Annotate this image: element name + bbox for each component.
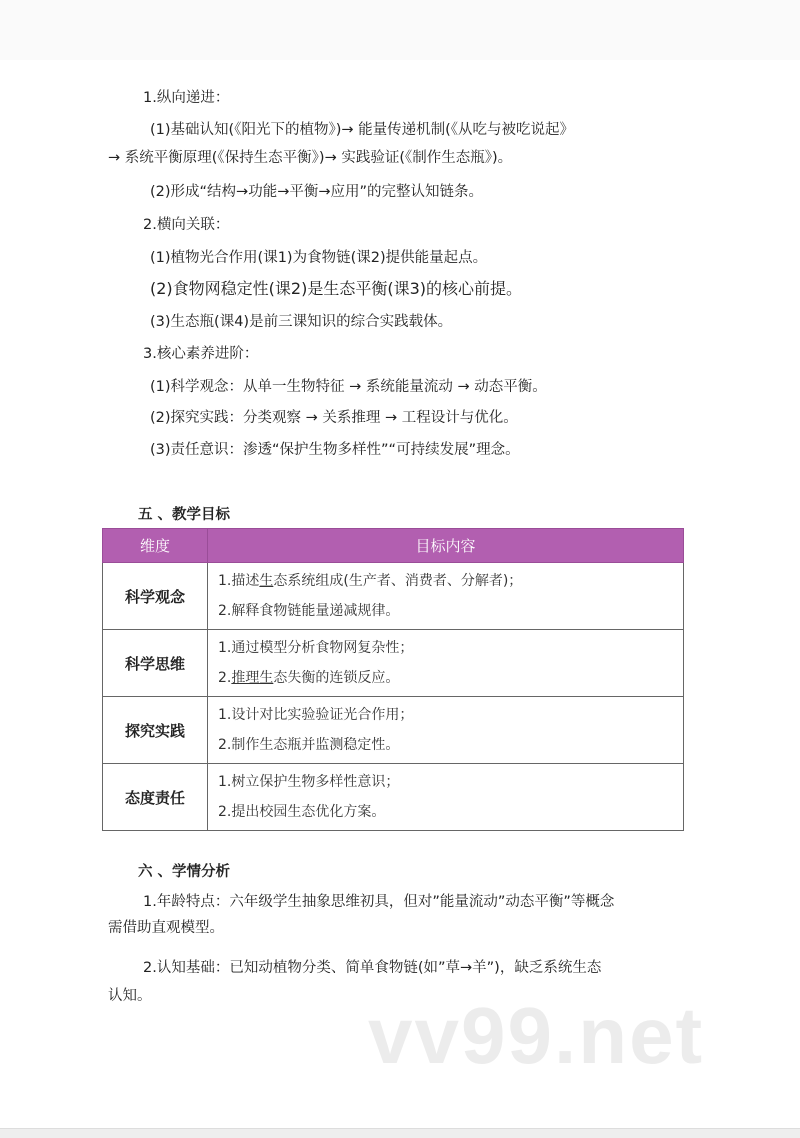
header-dimension: 维度	[103, 529, 208, 563]
watermark: vv99.net	[368, 991, 705, 1080]
core-item3: (3)责任意识：渗透“保护生物多样性”“可持续发展”理念。	[150, 442, 520, 458]
core-item2: (2)探究实践：分类观察 → 关系推理 → 工程设计与优化。	[150, 410, 518, 426]
vertical-title: 1.纵向递进：	[143, 90, 230, 106]
goal-line: 1.树立保护生物多样性意识；	[218, 774, 400, 790]
horizontal-item3: (3)生态瓶(课4)是前三课知识的综合实践载体。	[150, 314, 453, 330]
dimension-cell: 科学观念	[103, 563, 208, 630]
horizontal-item2: (2)食物网稳定性(课2)是生态平衡(课3)的核心前提。	[150, 279, 522, 298]
horizontal-title: 2.横向关联：	[143, 217, 230, 233]
goal-line: 2.提出校园生态优化方案。	[218, 804, 386, 820]
cognitive-base-line1: 2.认知基础：已知动植物分类、简单食物链(如”草→羊”)，缺乏系统生态	[143, 960, 602, 976]
goal-line: 2.制作生态瓶并监测稳定性。	[218, 737, 400, 753]
vertical-item1-line1: (1)基础认知(《阳光下的植物》)→ 能量传递机制(《从吃与被吃说起》	[150, 122, 575, 138]
goal-line: 2.解释食物链能量递减规律。	[218, 603, 400, 619]
dimension-cell: 态度责任	[103, 764, 208, 831]
vertical-item1-line2: → 系统平衡原理(《保持生态平衡》)→ 实践验证(《制作生态瓶》)。	[108, 150, 513, 166]
goal-text: 态系统组成(生产者、消费者、分解者)；	[273, 573, 523, 589]
core-title: 3.核心素养进阶：	[143, 346, 259, 362]
table-row	[103, 764, 684, 831]
age-trait-line1: 1.年龄特点：六年级学生抽象思维初具，但对”能量流动”动态平衡”等概念	[143, 894, 615, 910]
dimension-cell: 科学思维	[103, 630, 208, 697]
cognitive-base-line2: 认知。	[108, 988, 152, 1004]
table-header	[103, 529, 684, 563]
age-trait-line2: 需借助直观模型。	[108, 920, 224, 936]
vertical-item2: (2)形成“结构→功能→平衡→应用”的完整认知链条。	[150, 184, 484, 200]
goal-line: 1.设计对比实验验证光合作用；	[218, 707, 414, 723]
horizontal-item1: (1)植物光合作用(课1)为食物链(课2)提供能量起点。	[150, 250, 488, 266]
goal-text: 1.描述	[218, 573, 260, 589]
dimension-cell: 探究实践	[103, 697, 208, 764]
goal-cell	[208, 764, 684, 831]
goal-line	[218, 663, 683, 693]
table-row	[103, 563, 684, 630]
goal-text-underlined: 推理生	[231, 670, 274, 686]
table-row	[103, 630, 684, 697]
header-goal-content: 目标内容	[208, 529, 684, 563]
section5-heading: 五 、教学目标	[138, 507, 231, 523]
table-row	[103, 697, 684, 764]
goal-text: 态失衡的连锁反应。	[273, 670, 400, 686]
section6-heading: 六 、学情分析	[138, 864, 231, 880]
goal-line	[218, 566, 683, 596]
teaching-goals-table	[102, 528, 684, 831]
goal-line: 1.通过模型分析食物网复杂性；	[218, 640, 414, 656]
goal-text: 2.	[218, 670, 232, 686]
goal-text-underlined: 生	[259, 573, 274, 589]
goal-cell	[208, 630, 684, 697]
goal-cell	[208, 563, 684, 630]
core-item1: (1)科学观念：从单一生物特征 → 系统能量流动 → 动态平衡。	[150, 379, 547, 395]
goal-cell	[208, 697, 684, 764]
top-bar	[0, 0, 800, 60]
